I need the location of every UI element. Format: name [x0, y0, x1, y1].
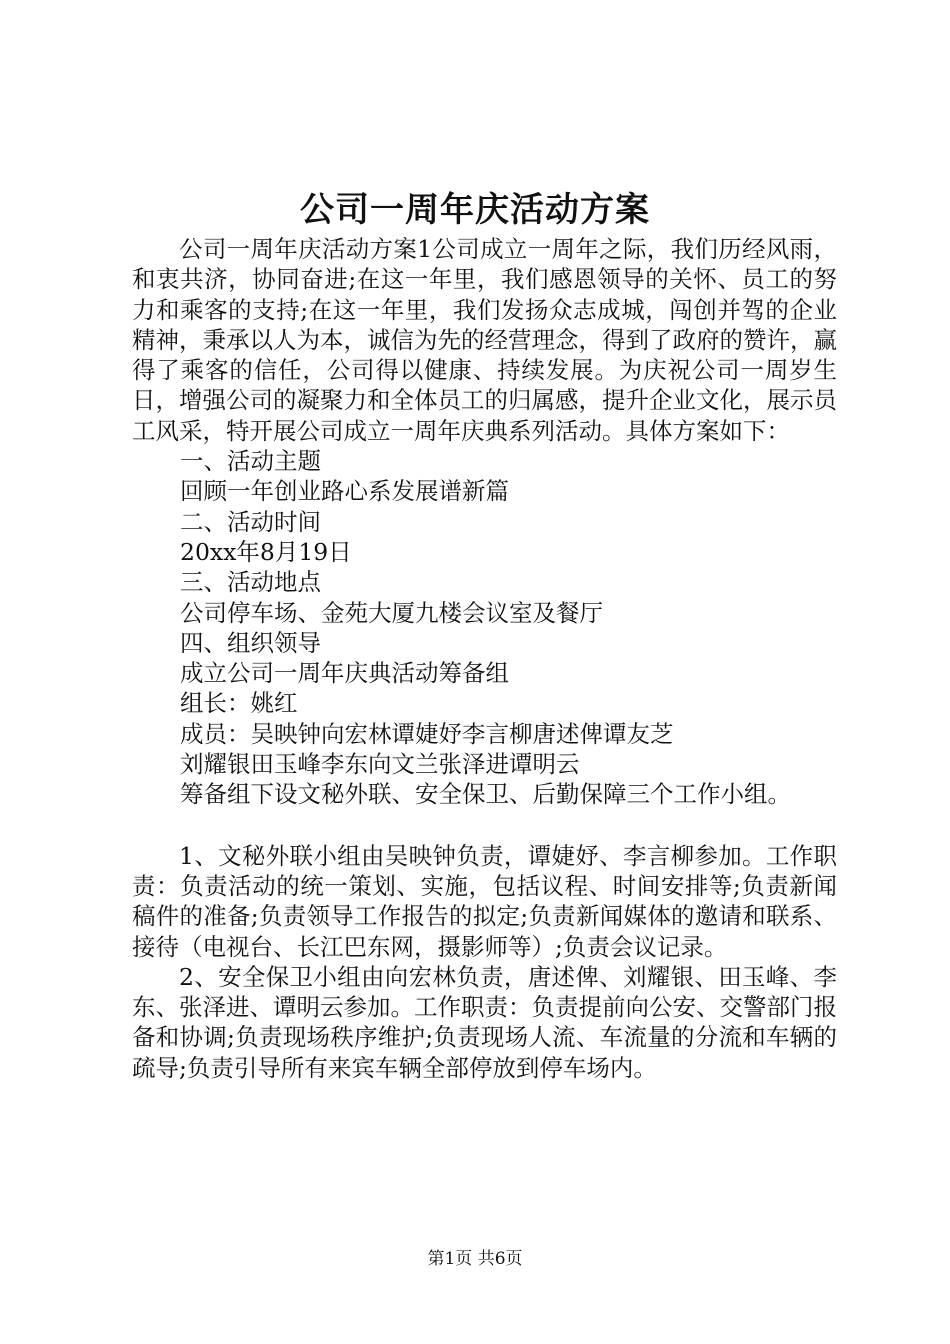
time-text: 20xx年8月19日 [180, 537, 352, 566]
secretarial-group-paragraph: 1、文秘外联小组由吴映钟负责，谭婕妤、李言柳参加。工作职责：负责活动的统一策划、实施，包括议程、时间安排等;负责新闻稿件的准备;负责领导工作报告的拟定;负责新闻媒体的邀请和联系、接待（电视台、长江巴东网，摄影师等）;负责会议记录。 [132, 841, 837, 961]
theme-text: 回顾一年创业路心系发展谱新篇 [180, 477, 509, 506]
security-group-paragraph: 2、安全保卫小组由向宏林负责，唐述俾、刘耀银、田玉峰、李东、张泽进、谭明云参加。工作职责：负责提前向公安、交警部门报备和协调;负责现场秩序维护;负责现场人流、车流量的分流和车辆的疏导;负责引导所有来宾车辆全部停放到停车场内。 [132, 962, 837, 1082]
section-heading-time: 二、活动时间 [180, 507, 321, 536]
page-footer: 第1页 共6页 [427, 1249, 523, 1269]
working-groups-text: 筹备组下设文秘外联、安全保卫、后勤保障三个工作小组。 [180, 780, 791, 809]
group-leader: 组长：姚红 [180, 689, 298, 718]
section-heading-theme: 一、活动主题 [180, 447, 321, 476]
group-members-line-2: 刘耀银田玉峰李东向文兰张泽进谭明云 [180, 750, 580, 779]
document-title: 公司一周年庆活动方案 [300, 190, 650, 230]
group-members-line-1: 成员：吴映钟向宏林谭婕妤李言柳唐述俾谭友芝 [180, 719, 674, 748]
organization-text: 成立公司一周年庆典活动筹备组 [180, 659, 509, 688]
location-text: 公司停车场、金苑大厦九楼会议室及餐厅 [180, 598, 603, 627]
intro-paragraph: 公司一周年庆活动方案1公司成立一周年之际，我们历经风雨，和衷共济，协同奋进;在这一年里，我们感恩领导的关怀、员工的努力和乘客的支持;在这一年里，我们发扬众志成城，闯创并驾的企业精神，秉承以人为本，诚信为先的经营理念，得到了政府的赞许，赢得了乘客的信任，公司得以健康、持续发展。为庆祝公司一周岁生日，增强公司的凝聚力和全体员工的归属感，提升企业文化，展示员工风采，特开展公司成立一周年庆典系列活动。具体方案如下： [132, 235, 837, 445]
section-heading-location: 三、活动地点 [180, 568, 321, 597]
section-heading-organization: 四、组织领导 [180, 628, 321, 657]
document-body [132, 234, 837, 1083]
paragraph-gap [132, 810, 837, 841]
